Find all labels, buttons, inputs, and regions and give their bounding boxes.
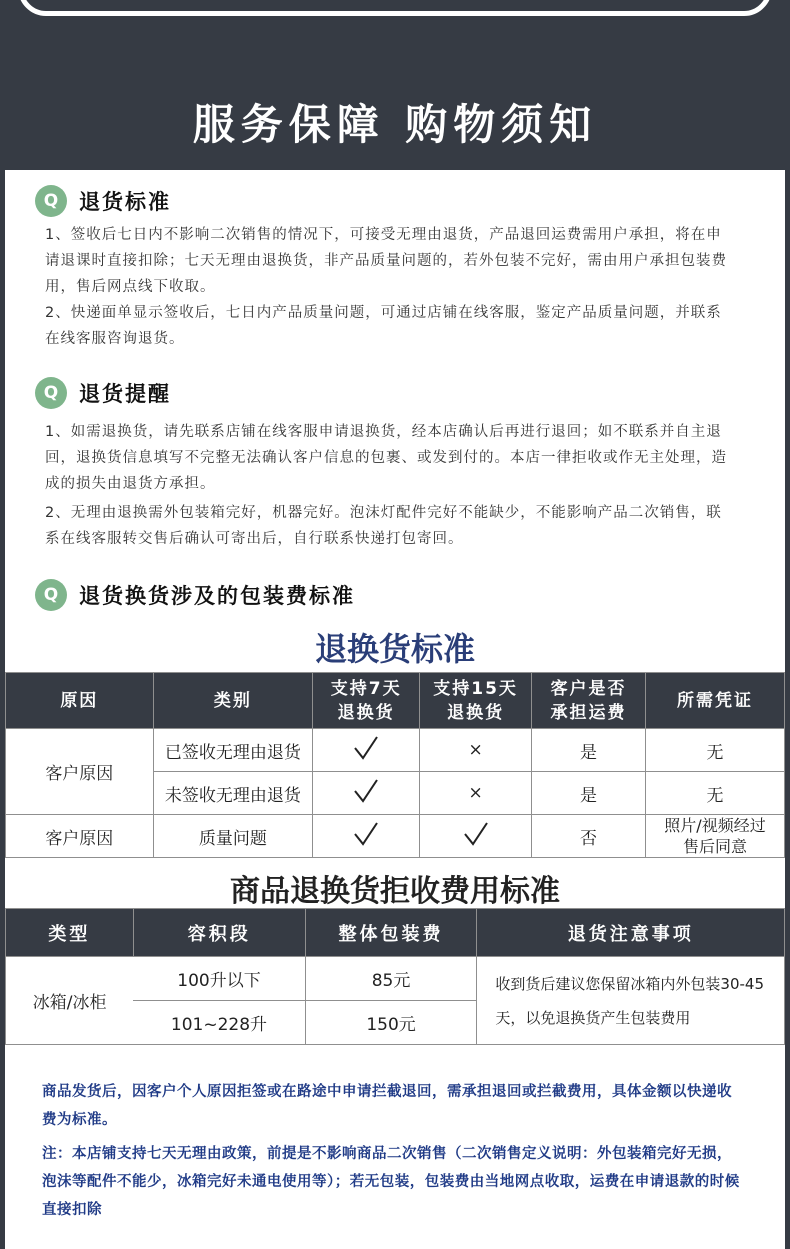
rejection-fee-table [5,908,785,1045]
proof-cell: 无 [646,729,785,772]
category-cell: 已签收无理由退货 [153,729,313,772]
category-cell: 未签收无理由退货 [153,772,313,815]
category-cell: 质量问题 [153,815,313,858]
q-badge-icon: Q [35,579,67,611]
header-cell: 类型 [6,909,134,957]
freight-cell: 否 [532,815,646,858]
top-frame [18,0,772,16]
freight-cell: 是 [532,729,646,772]
hero-title: 服务保障 购物须知 [192,100,598,149]
header-cell: 客户是否承担运费 [532,673,646,729]
header-cell: 类别 [153,673,313,729]
table1-title: 退换货标准 [314,630,475,668]
header-cell: 支持15天退换货 [420,673,532,729]
section-title: 退货换货涉及的包装费标准 [79,584,355,608]
header-cell: 原因 [6,673,154,729]
proof-cell: 照片/视频经过售后同意 [646,815,785,858]
header-cell: 容积段 [133,909,305,957]
table2-title: 商品退换货拒收费用标准 [230,874,560,909]
seven-day-cell [313,729,420,772]
note-cell: 收到货后建议您保留冰箱内外包装30-45天，以免退换货产生包装费用 [477,957,785,1045]
check-icon [352,777,380,805]
fifteen-day-cell: × [420,729,532,772]
q-badge-icon: Q [35,185,67,217]
reason-cell: 客户原因 [6,815,154,858]
table-row [6,815,785,858]
section-header-return-standard [35,184,171,218]
volume-cell: 100升以下 [133,957,305,1001]
section-paragraph: 2、快递面单显示签收后，七日内产品质量问题，可通过店铺在线客服，鉴定产品质量问题，并联系在线客服咨询退货。 [45,305,722,347]
table-row [6,957,785,1001]
q-badge-icon: Q [35,377,67,409]
header-cell: 退货注意事项 [477,909,785,957]
type-cell: 冰箱/冰柜 [6,957,134,1045]
fifteen-day-cell: × [420,772,532,815]
table-header-row [6,909,785,957]
section-paragraph: 1、签收后七日内不影响二次销售的情况下，可接受无理由退货，产品退回运费需用户承担，将在申请退课时直接扣除；七天无理由退换货，非产品质量问题的，若外包装不完好，需由用户承担包装费用，售后网点线下收取。 [45,227,727,295]
table-row [6,729,785,772]
check-icon [352,820,380,848]
footer-paragraph: 商品发货后，因客户个人原因拒签或在路途中申请拦截退回，需承担退回或拦截费用，具体金额以快递收费为标准。 [42,1084,732,1128]
seven-day-cell [313,815,420,858]
return-standard-table [5,672,785,858]
reason-cell: 客户原因 [6,729,154,815]
section-paragraph: 2、无理由退换需外包装箱完好，机器完好。泡沫灯配件完好不能缺少，不能影响产品二次销售，联系在线客服转交售后确认可寄出后，自行联系快递打包寄回。 [45,505,722,547]
section-title: 退货提醒 [79,382,171,406]
table-header-row [6,673,785,729]
volume-cell: 101~228升 [133,1001,305,1045]
header-cell: 所需凭证 [646,673,785,729]
seven-day-cell [313,772,420,815]
fee-cell: 85元 [305,957,477,1001]
hero-banner [0,70,790,170]
freight-cell: 是 [532,772,646,815]
check-icon [462,820,490,848]
footer-note: 注：本店铺支持七天无理由政策，前提是不影响商品二次销售（二次销售定义说明：外包装箱完好无损，泡沫等配件不能少，冰箱完好未通电使用等）；若无包装，包装费由当地网点收取，运费在申请退款的时候直接扣除 [42,1146,740,1218]
section-paragraph: 1、如需退换货，请先联系店铺在线客服申请退换货，经本店确认后再进行退回；如不联系并自主退回，退换货信息填写不完整无法确认客户信息的包裹、或发到付的。本店一律拒收或作无主处理，造成的损失由退货方承担。 [45,424,727,492]
section-header-return-reminder [35,376,171,410]
fifteen-day-cell [420,815,532,858]
section-header-packaging-fee [35,578,355,612]
fee-cell: 150元 [305,1001,477,1045]
check-icon [352,734,380,762]
header-cell: 整体包装费 [305,909,477,957]
header-cell: 支持7天退换货 [313,673,420,729]
proof-cell: 无 [646,772,785,815]
section-title: 退货标准 [79,190,171,214]
